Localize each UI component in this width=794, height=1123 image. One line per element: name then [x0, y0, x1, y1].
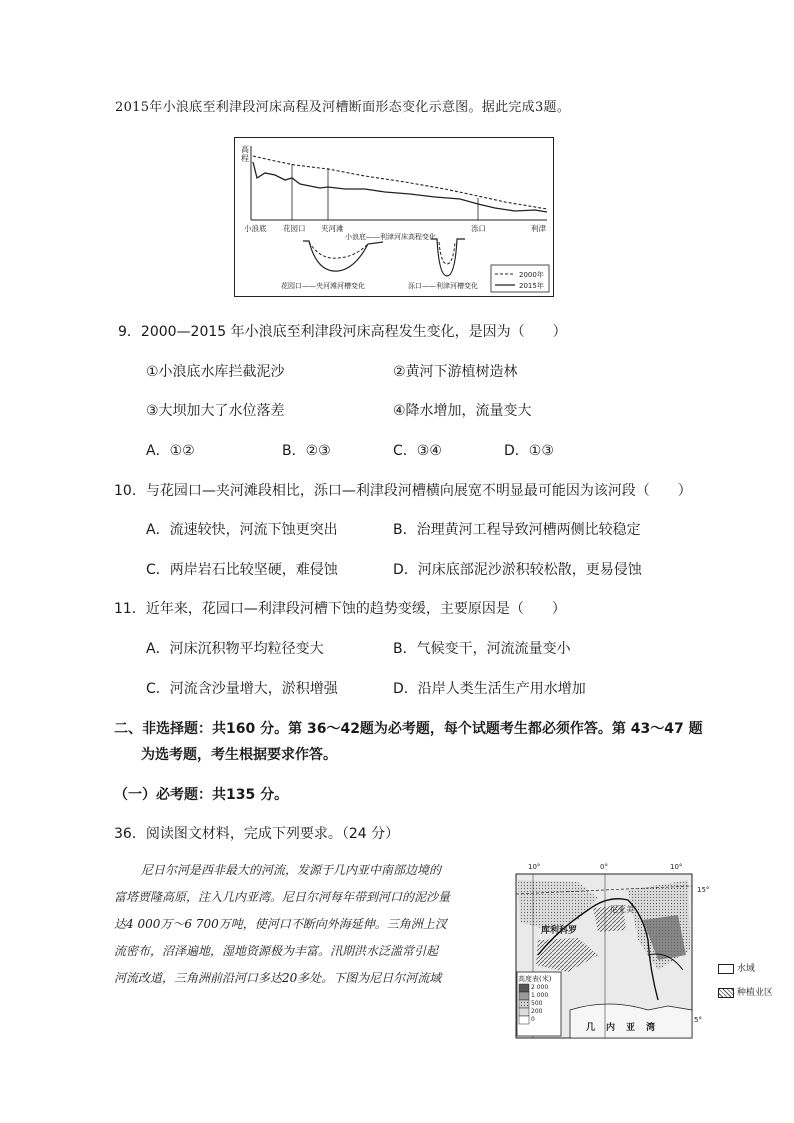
station-label-huayuankou: 花园口: [283, 224, 306, 233]
q9-statement-3: ③大坝加大了水位落差: [146, 403, 285, 419]
section1-caption: 花园口——夹河滩河槽变化: [281, 282, 365, 290]
map-lon-label-1: 10°: [528, 863, 541, 871]
figure-intro: 2015年小浪底至利津段河床高程及河槽断面形态变化示意图。据此完成3题。: [115, 100, 571, 115]
elevation-level-4: 200: [531, 1008, 543, 1015]
map-legend-plantation: [718, 985, 773, 998]
q11-option-c[interactable]: C．河流含沙量增大，淤积增强: [146, 681, 338, 697]
q10-option-c[interactable]: C．两岸岩石比较坚硬，难侵蚀: [146, 562, 338, 578]
section2-2000: [439, 242, 455, 264]
q9-statement-2: ②黄河下游植树造林: [393, 364, 518, 380]
y-axis-label-1: 高: [241, 145, 249, 154]
elevation-key-title: 高度表(米): [518, 975, 552, 983]
legend-label-2015: 2015年: [519, 282, 544, 290]
section2-sub-heading: （一）必考题：共135 分。: [114, 787, 289, 803]
riverbed-profile-figure: [234, 137, 554, 297]
map-lon-label-2: 0°: [600, 863, 608, 871]
elevation-level-5: 0: [531, 1016, 535, 1023]
q10-option-d[interactable]: D．河床底部泥沙淤积较松散，更易侵蚀: [393, 562, 642, 578]
map-legend-water: [718, 961, 755, 974]
map-place-niamey: 尼亚美: [610, 905, 634, 914]
map-place-kulikoro: 库利科罗: [541, 926, 578, 936]
section2-heading-line2: 为选考题，考生根据要求作答。: [141, 747, 337, 763]
station-label-lijin: 利津: [531, 224, 546, 233]
line-2015: [253, 162, 547, 212]
section2-heading-line1: 二、非选择题：共160 分。第 36～42题为必考题，每个试题考生都必须作答。第 43～47 题: [114, 721, 703, 737]
q9-option-a[interactable]: A．①②: [146, 443, 195, 459]
elevation-level-1: 2 000: [531, 984, 549, 991]
map-lat-label-2: 5°: [694, 1016, 702, 1024]
map-gulf-label-2: 内: [606, 1023, 616, 1033]
q11-option-b[interactable]: B．气候变干，河流流量变小: [393, 641, 571, 657]
map-lon-label-3: 10°: [670, 863, 683, 871]
plantation-swatch: [718, 988, 734, 998]
niger-map-svg: [508, 860, 718, 1042]
elevation-level-2: 1 000: [531, 992, 549, 999]
q9-option-b[interactable]: B．②③: [282, 443, 331, 459]
q36-stem: 36．阅读图文材料，完成下列要求。（24 分）: [114, 826, 400, 842]
q9-option-c[interactable]: C．③④: [393, 443, 442, 459]
q11-option-a[interactable]: A．河床沉积物平均粒径变大: [146, 641, 324, 657]
section1-2015: [303, 241, 383, 271]
station-label-luokou: 泺口: [471, 224, 486, 233]
q36-passage-line-2: 富塔贾隆高原，注入几内亚湾。尼日尔河每年带到河口的泥沙量: [114, 890, 451, 904]
q36-passage-line-3: 达4 000万～6 700万吨，使河口不断向外海延伸。三角洲上汊: [114, 917, 447, 931]
q10-option-b[interactable]: B．治理黄河工程导致河槽两侧比较稳定: [393, 522, 641, 538]
q11-stem: 11．近年来，花园口—利津段河槽下蚀的趋势变缓，主要原因是（ ）: [114, 601, 566, 617]
niger-basin-map: [508, 860, 718, 1042]
map-legend-water-label: 水域: [736, 964, 755, 974]
profile-caption: 小浪底——利津河床高程变化: [345, 233, 436, 241]
map-legend-plantation-label: 种植业区: [736, 988, 773, 998]
q9-stem: 9．2000—2015 年小浪底至利津段河床高程发生变化，是因为（ ）: [118, 324, 567, 340]
q11-option-d[interactable]: D．沿岸人类生活生产用水增加: [393, 681, 586, 697]
q36-passage-line-5: 河流改道，三角洲前沿河口多达20多处。下图为尼日尔河流域: [114, 971, 442, 985]
section2-caption: 泺口——利津河槽变化: [408, 282, 478, 290]
q10-stem: 10．与花园口—夹河滩段相比，泺口—利津段河槽横向展宽不明显最可能因为该河段（ ）: [114, 483, 692, 499]
water-swatch: [718, 964, 734, 974]
station-label-xiaolangdi: 小浪底: [244, 224, 267, 233]
q36-passage-line-4: 流密布，沼泽遍地，湿地资源极为丰富。汛期洪水泛滥常引起: [114, 944, 439, 958]
y-axis-label-2: 程: [241, 154, 249, 163]
section2-2015: [431, 239, 465, 276]
map-gulf-label-3: 亚: [626, 1023, 636, 1033]
legend-label-2000: 2000年: [519, 271, 544, 279]
elevation-level-3: 500: [531, 1000, 543, 1007]
station-label-jiahetan: 夹河滩: [321, 224, 344, 233]
section1-2000: [309, 242, 368, 258]
map-gulf-label-4: 湾: [646, 1023, 656, 1033]
map-lat-label-1: 15°: [697, 886, 710, 894]
riverbed-profile-svg: [235, 138, 553, 296]
map-gulf-label-1: 几: [586, 1023, 596, 1033]
q10-option-a[interactable]: A．流速较快，河流下蚀更突出: [146, 522, 338, 538]
q9-option-d[interactable]: D．①③: [504, 443, 554, 459]
q9-statement-1: ①小浪底水库拦截泥沙: [146, 364, 285, 380]
q9-statement-4: ④降水增加，流量变大: [393, 403, 532, 419]
q36-passage-line-1: 尼日尔河是西非最大的河流，发源于几内亚中南部边境的: [141, 863, 442, 877]
